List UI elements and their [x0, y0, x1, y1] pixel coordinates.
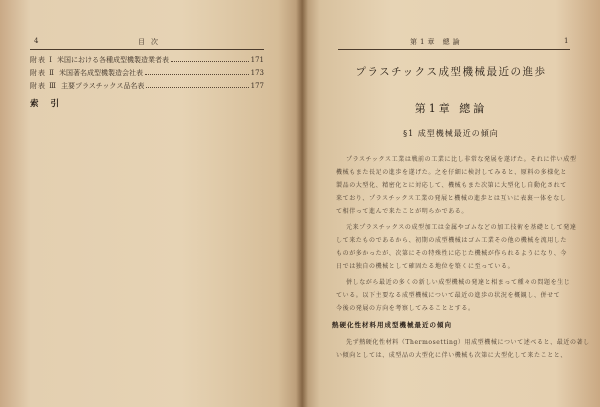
book-gutter: [296, 0, 308, 407]
toc-entry[interactable]: [30, 55, 264, 65]
right-page: [302, 0, 600, 407]
body-text-line: 先ず熱硬化性材料（Thermosetting）用成型機械について述べると、最近の著し: [346, 339, 590, 346]
body-text-line: 日では独自の機械として確固たる地位を築くに至っている。: [336, 263, 515, 270]
toc-label: 附表 Ⅰ: [30, 56, 53, 64]
toc-title: 米国著名成型機製造会社表: [58, 69, 143, 77]
page-number: 4: [34, 37, 40, 45]
body-text-line: ている。以下主要なる成型機械について最近の進歩の状況を概観し、併せて: [336, 292, 561, 299]
subheading: 熱硬化性材料用成型機械最近の傾向: [332, 321, 452, 329]
body-text-line: して来たものであるから、初期の成型機械はゴム工業その他の機械を流用した: [336, 237, 568, 244]
toc-page: 177: [250, 82, 264, 90]
running-head: 第1章 總論: [410, 38, 463, 46]
chapter-title: 第1章 總論: [414, 102, 488, 115]
section-title: §1 成型機械最近の傾向: [403, 129, 499, 138]
toc-leader: [145, 74, 249, 75]
body-text-line: 来ており、プラスチックス工業の発展と機械の進歩とは互いに表裏一体をなし: [336, 195, 567, 202]
body-text-line: 今後の発展の方向を考察してみることとする。: [336, 305, 475, 312]
body-text-line: 機械もまた長足の進歩を遂げた。之を仔細に検討してみると、原料の多様化と: [336, 169, 568, 176]
toc-label: 附表 Ⅱ: [30, 69, 55, 77]
body-text-line: ものが多かったが、次第にその特殊性に応じた機械が作られるようになり、今: [336, 250, 568, 257]
running-head: 目次: [138, 38, 164, 46]
toc-page: 173: [250, 69, 264, 77]
body-text-line: プラスチックス工業は戦前の工業に比し非常な発展を遂げた。それに伴い成型: [346, 156, 577, 163]
header-rule: [30, 49, 264, 50]
body-text-line: 元来プラスチックスの成型加工は金属やゴムなどの加工技術を基礎として発達: [346, 224, 577, 231]
body-text-line: い傾向としては、成型品の大型化に伴い機械も次第に大型化して来たことと、: [336, 352, 568, 359]
index-heading[interactable]: 索引: [30, 99, 72, 109]
toc-entry[interactable]: [30, 81, 264, 91]
toc-page: 171: [250, 56, 264, 64]
page-number: 1: [564, 37, 570, 45]
toc-label: 附表 Ⅲ: [30, 82, 57, 90]
toc-entry[interactable]: [30, 68, 264, 78]
toc-title: 主要プラスチックス品名表: [60, 82, 145, 90]
body-text-line: 併しながら最近の多くの新しい成型機械の発達と相まって種々の問題を生じ: [346, 279, 571, 286]
book-title: プラスチックス成型機械最近の進歩: [355, 66, 547, 78]
body-text-line: 製品の大型化、精密化とに対応して、機械もまた次第に大型化し自動化されて: [336, 182, 567, 189]
toc-title: 米国における各種成型機製造業者表: [57, 56, 169, 64]
toc-leader: [171, 61, 249, 62]
toc-leader: [146, 87, 248, 88]
body-text-line: て相伴って進んで来たことが明らかである。: [336, 208, 469, 215]
header-rule: [338, 49, 570, 50]
